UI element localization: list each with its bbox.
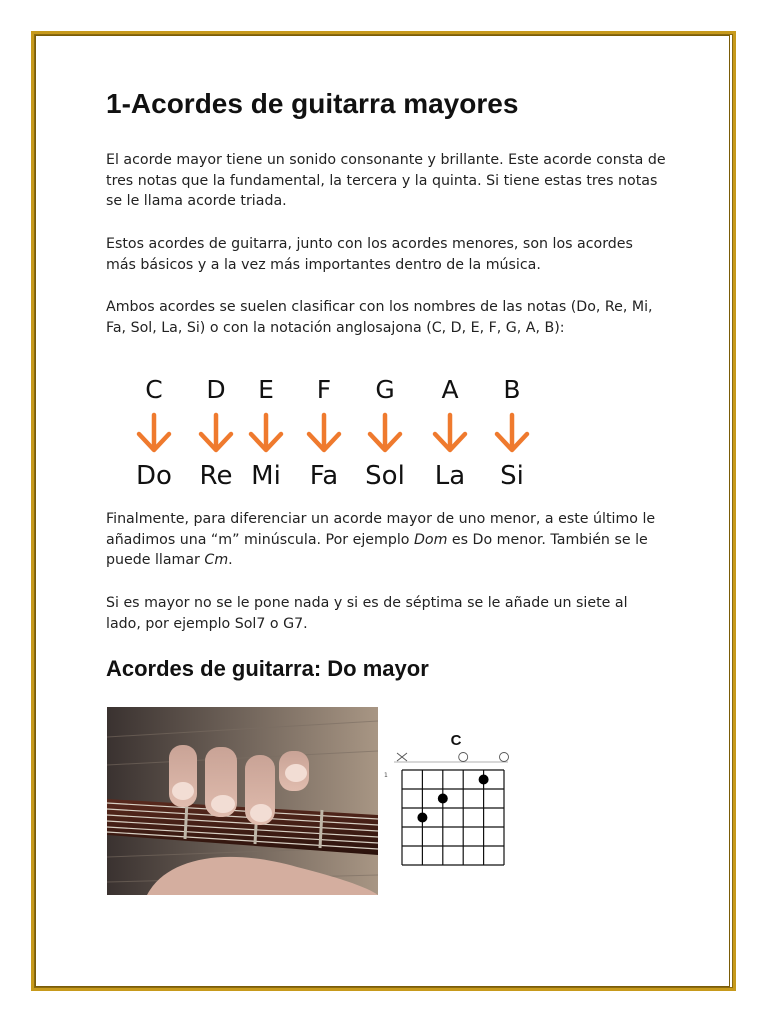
paragraph-seventh: Si es mayor no se le pone nada y si es de séptima se le añade un siete al lado, por ejemplo Sol7 o G7. (106, 595, 628, 632)
paragraph-minor (106, 509, 666, 571)
note-name: Re (199, 461, 233, 491)
minor-example-cm: Cm (204, 552, 229, 568)
note-column (119, 372, 189, 494)
note-letter: C (145, 375, 163, 404)
finger-position-dot (417, 813, 427, 823)
c-major-chord-diagram (384, 728, 524, 868)
guitar-chord-photo (107, 707, 378, 895)
section-subtitle: Acordes de guitarra: Do mayor (106, 656, 429, 681)
note-letter: G (375, 375, 395, 404)
note-mapping-graphic (130, 372, 540, 502)
muted-string-icon (397, 753, 407, 761)
paragraph-importance: Estos acordes de guitarra, junto con los acordes menores, son los acordes más básicos y a la vez más importantes dentro de la música. (106, 236, 633, 273)
minor-text-a: Finalmente, para diferenciar un acorde mayor de uno menor, a este último le añadimos una “m” minúscula. Por ejemplo (106, 511, 656, 548)
down-arrow-icon (477, 408, 547, 458)
finger-position-dot (479, 775, 489, 785)
page-title: 1-Acordes de guitarra mayores (106, 88, 519, 119)
note-name: Si (500, 461, 524, 491)
note-name: Sol (365, 461, 405, 491)
note-column (477, 372, 547, 494)
finger-position-dot (438, 794, 448, 804)
fret-number-label: 1 (384, 772, 388, 779)
note-column (289, 372, 359, 494)
down-arrow-icon (289, 408, 359, 458)
note-letter: F (316, 375, 332, 404)
note-column (415, 372, 485, 494)
down-arrow-icon (415, 408, 485, 458)
note-letter: B (503, 375, 521, 404)
note-column (350, 372, 420, 494)
note-letter: E (258, 375, 274, 404)
minor-text-b: es Do menor. También se le puede llamar (106, 531, 648, 568)
note-letter: A (441, 375, 459, 404)
minor-example-dom: Dom (413, 531, 448, 548)
note-name: Mi (251, 461, 281, 491)
note-letter: D (206, 375, 226, 404)
minor-text-c: . (228, 552, 233, 568)
paragraph-notation: Ambos acordes se suelen clasificar con los nombres de las notas (Do, Re, Mi, Fa, Sol, La, Si) o con la notación anglosajona (C, D, E, F, G, A, B): (106, 299, 653, 336)
note-name: Fa (309, 461, 339, 491)
chord-name: C (450, 732, 462, 749)
paragraph-intro: El acorde mayor tiene un sonido consonante y brillante. Este acorde consta de tres notas que la fundamental, la tercera y la quinta. Si tiene estas tres notas se le llama acorde triada. (106, 152, 666, 209)
open-string-icon (500, 753, 509, 762)
open-string-icon (459, 753, 468, 762)
down-arrow-icon (350, 408, 420, 458)
note-name: Do (136, 461, 172, 491)
down-arrow-icon (119, 408, 189, 458)
note-name: La (434, 461, 466, 491)
